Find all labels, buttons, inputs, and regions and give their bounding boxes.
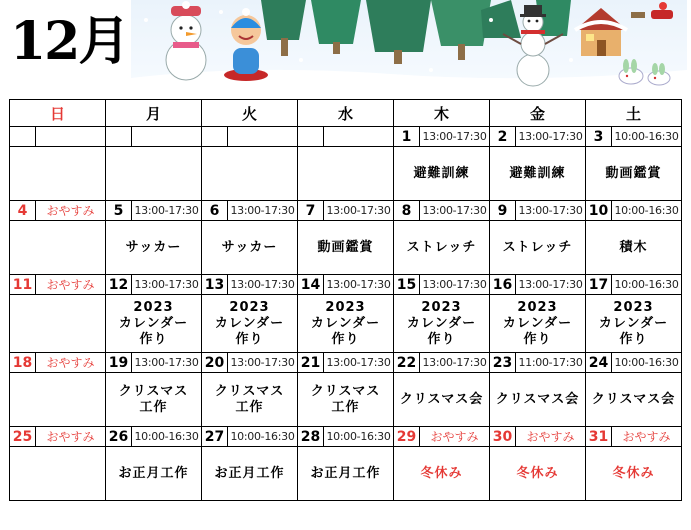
- week-2-activities-row: [10, 221, 682, 275]
- day-number: 29: [394, 427, 420, 447]
- day-number: 27: [202, 427, 228, 447]
- day-number: 24: [586, 353, 612, 373]
- open-hours: 13:00-17:30: [324, 275, 394, 295]
- open-hours: [324, 127, 394, 147]
- activity-cell: 2023 カレンダー 作り: [202, 295, 298, 353]
- activity-cell: クリスマス 工作: [298, 373, 394, 427]
- activity-cell: [10, 221, 106, 275]
- weekday-wed: 水: [298, 100, 394, 127]
- activity-cell: [10, 295, 106, 353]
- day-number: 3: [586, 127, 612, 147]
- open-hours: 13:00-17:30: [132, 275, 202, 295]
- day-number: 10: [586, 201, 612, 221]
- activity-cell: クリスマス会: [490, 373, 586, 427]
- day-number: [10, 127, 36, 147]
- open-hours: 13:00-17:30: [420, 201, 490, 221]
- activity-cell: 冬休み: [394, 447, 490, 501]
- day-number: 17: [586, 275, 612, 295]
- activity-cell: 2023 カレンダー 作り: [394, 295, 490, 353]
- week-3-dates-row: [10, 275, 682, 295]
- winter-banner-illustration: [131, 0, 687, 91]
- activity-cell: 2023 カレンダー 作り: [106, 295, 202, 353]
- activity-cell: 2023 カレンダー 作り: [298, 295, 394, 353]
- day-number: [298, 127, 324, 147]
- day-number: [106, 127, 132, 147]
- week-5-dates-row: [10, 427, 682, 447]
- day-number: 21: [298, 353, 324, 373]
- open-hours: 10:00-16:30: [612, 201, 682, 221]
- day-number: 9: [490, 201, 516, 221]
- activity-cell: 2023 カレンダー 作り: [586, 295, 682, 353]
- open-hours: 10:00-16:30: [612, 275, 682, 295]
- day-number: 7: [298, 201, 324, 221]
- activity-cell: クリスマス 工作: [202, 373, 298, 427]
- open-hours: 13:00-17:30: [420, 353, 490, 373]
- open-hours: 13:00-17:30: [516, 275, 586, 295]
- activity-cell: ストレッチ: [490, 221, 586, 275]
- weekday-header-row: [10, 100, 682, 127]
- activity-cell: 2023 カレンダー 作り: [490, 295, 586, 353]
- activity-cell: [298, 147, 394, 201]
- weekday-sat: 土: [586, 100, 682, 127]
- day-number: 16: [490, 275, 516, 295]
- activity-cell: 避難訓練: [394, 147, 490, 201]
- open-hours: [132, 127, 202, 147]
- day-number: [202, 127, 228, 147]
- open-hours: 13:00-17:30: [420, 127, 490, 147]
- open-hours: 10:00-16:30: [324, 427, 394, 447]
- activity-cell: 動画鑑賞: [586, 147, 682, 201]
- activity-cell: 冬休み: [490, 447, 586, 501]
- activity-cell: [106, 147, 202, 201]
- open-hours: 13:00-17:30: [228, 353, 298, 373]
- activity-cell: 動画鑑賞: [298, 221, 394, 275]
- open-hours: 13:00-17:30: [516, 201, 586, 221]
- activity-cell: サッカー: [106, 221, 202, 275]
- week-4-dates-row: [10, 353, 682, 373]
- closed-day-label: おやすみ: [36, 201, 106, 221]
- day-number: 22: [394, 353, 420, 373]
- day-number: 18: [10, 353, 36, 373]
- day-number: 13: [202, 275, 228, 295]
- day-number: 6: [202, 201, 228, 221]
- activity-cell: ストレッチ: [394, 221, 490, 275]
- activity-cell: クリスマス会: [586, 373, 682, 427]
- day-number: 14: [298, 275, 324, 295]
- activity-cell: [10, 447, 106, 501]
- day-number: 30: [490, 427, 516, 447]
- day-number: 25: [10, 427, 36, 447]
- day-number: 19: [106, 353, 132, 373]
- open-hours: 13:00-17:30: [420, 275, 490, 295]
- open-hours: 11:00-17:30: [516, 353, 586, 373]
- day-number: 20: [202, 353, 228, 373]
- week-3-activities-row: [10, 295, 682, 353]
- open-hours: 10:00-16:30: [132, 427, 202, 447]
- activity-cell: お正月工作: [106, 447, 202, 501]
- activity-cell: お正月工作: [298, 447, 394, 501]
- weekday-thu: 木: [394, 100, 490, 127]
- day-number: 8: [394, 201, 420, 221]
- weekday-mon: 月: [106, 100, 202, 127]
- closed-day-label: おやすみ: [36, 353, 106, 373]
- closed-day-label: おやすみ: [612, 427, 682, 447]
- day-number: 1: [394, 127, 420, 147]
- open-hours: 13:00-17:30: [228, 275, 298, 295]
- activity-cell: サッカー: [202, 221, 298, 275]
- activity-cell: [202, 147, 298, 201]
- day-number: 31: [586, 427, 612, 447]
- open-hours: 13:00-17:30: [228, 201, 298, 221]
- header: [0, 0, 691, 98]
- closed-day-label: おやすみ: [36, 275, 106, 295]
- open-hours: 10:00-16:30: [228, 427, 298, 447]
- open-hours: 13:00-17:30: [324, 353, 394, 373]
- week-5-activities-row: [10, 447, 682, 501]
- closed-day-label: おやすみ: [420, 427, 490, 447]
- activity-cell: クリスマス 工作: [106, 373, 202, 427]
- day-number: 15: [394, 275, 420, 295]
- weekday-sun: 日: [10, 100, 106, 127]
- open-hours: 13:00-17:30: [324, 201, 394, 221]
- open-hours: 13:00-17:30: [516, 127, 586, 147]
- day-number: 23: [490, 353, 516, 373]
- activity-cell: 避難訓練: [490, 147, 586, 201]
- open-hours: [228, 127, 298, 147]
- weekday-fri: 金: [490, 100, 586, 127]
- day-number: 5: [106, 201, 132, 221]
- open-hours: 13:00-17:30: [132, 353, 202, 373]
- day-number: 28: [298, 427, 324, 447]
- day-number: 11: [10, 275, 36, 295]
- month-title: 12月: [10, 11, 129, 72]
- open-hours: 13:00-17:30: [132, 201, 202, 221]
- activity-cell: [10, 147, 106, 201]
- open-hours: 10:00-16:30: [612, 353, 682, 373]
- day-number: 26: [106, 427, 132, 447]
- week-2-dates-row: [10, 201, 682, 221]
- open-hours: 10:00-16:30: [612, 127, 682, 147]
- activity-cell: [10, 373, 106, 427]
- activity-cell: お正月工作: [202, 447, 298, 501]
- weekday-tue: 火: [202, 100, 298, 127]
- week-1-activities-row: [10, 147, 682, 201]
- day-number: 12: [106, 275, 132, 295]
- week-4-activities-row: [10, 373, 682, 427]
- activity-cell: 冬休み: [586, 447, 682, 501]
- day-number: 4: [10, 201, 36, 221]
- closed-day-label: おやすみ: [36, 427, 106, 447]
- closed-day-label: おやすみ: [516, 427, 586, 447]
- activity-cell: クリスマス会: [394, 373, 490, 427]
- activity-cell: 積木: [586, 221, 682, 275]
- calendar-table: [9, 99, 682, 501]
- day-number: 2: [490, 127, 516, 147]
- week-1-dates-row: [10, 127, 682, 147]
- open-hours: [36, 127, 106, 147]
